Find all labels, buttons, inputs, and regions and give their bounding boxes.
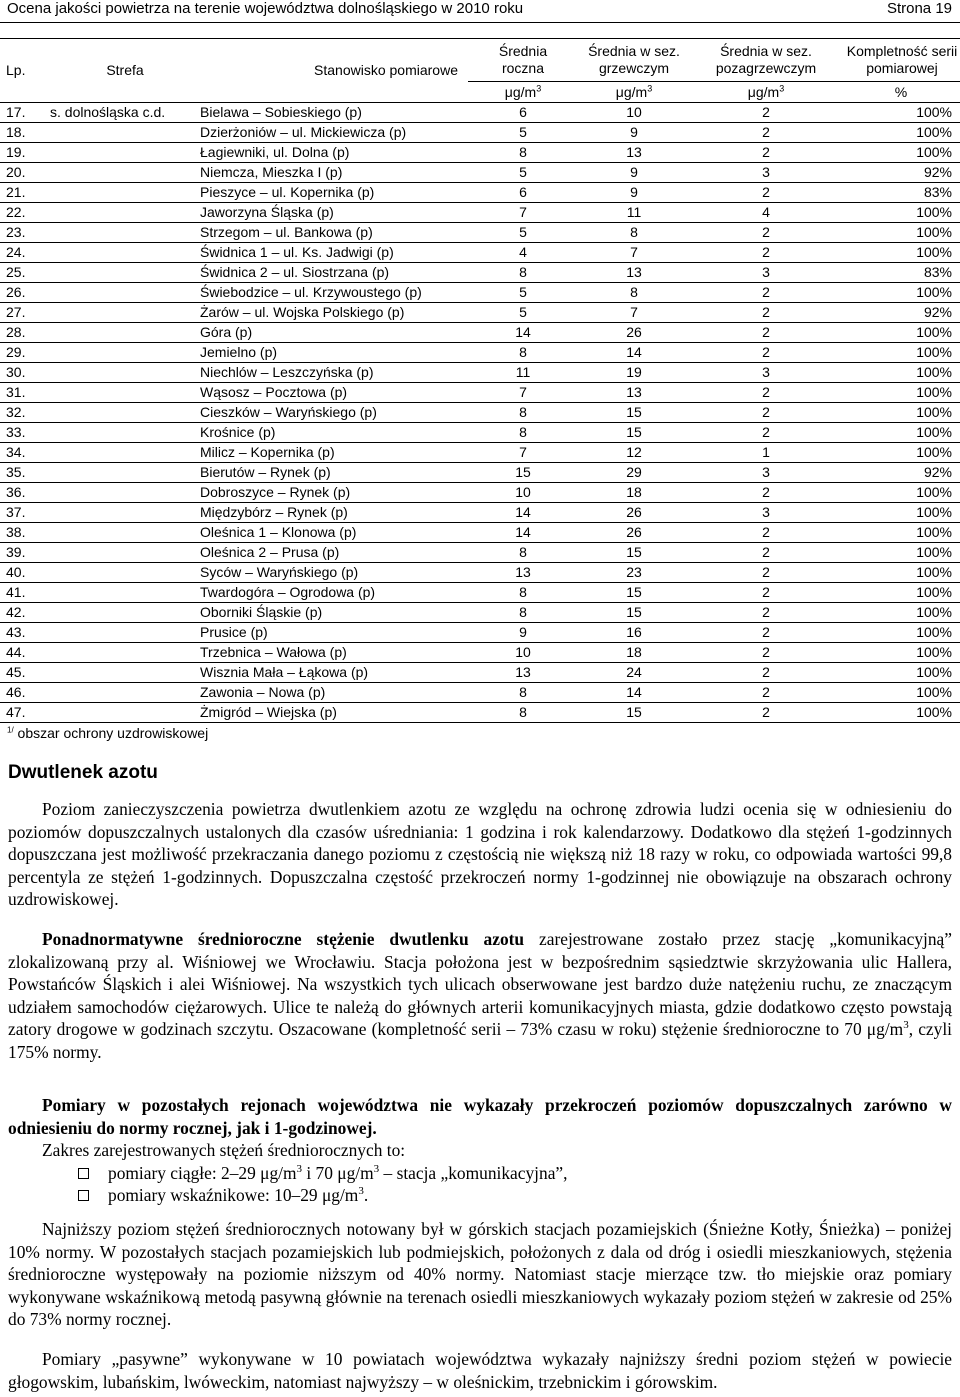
cell-lp: 38. — [0, 523, 50, 543]
cell-grzewczy: 18 — [578, 643, 690, 663]
section-title: Dwutlenek azotu — [8, 762, 158, 783]
body-paragraphs-3 — [8, 1094, 952, 1207]
cell-roczna: 14 — [468, 323, 578, 343]
cell-roczna: 8 — [468, 603, 578, 623]
cell-kompletnosc: 92% — [842, 303, 960, 323]
table-row — [0, 123, 960, 143]
cell-kompletnosc: 100% — [842, 663, 960, 683]
cell-pozagrzewczy: 1 — [690, 443, 842, 463]
cell-roczna: 15 — [468, 463, 578, 483]
cell-stanowisko: Krośnice (p) — [200, 423, 468, 443]
col-strefa-header: Strefa — [50, 39, 200, 103]
cell-stanowisko: Żmigród – Wiejska (p) — [200, 703, 468, 723]
table-row — [0, 563, 960, 583]
table-row — [0, 443, 960, 463]
cell-grzewczy: 14 — [578, 343, 690, 363]
cell-grzewczy: 7 — [578, 303, 690, 323]
cell-grzewczy: 15 — [578, 603, 690, 623]
list-item: pomiary ciągłe: 2–29 $\mu g/m^3$ i 70 $\mu g/m^3$ – stacja „komunikacyjna”, — [8, 1162, 952, 1185]
cell-grzewczy: 13 — [578, 143, 690, 163]
cell-grzewczy: 26 — [578, 323, 690, 343]
cell-roczna: 4 — [468, 243, 578, 263]
cell-kompletnosc: 100% — [842, 603, 960, 623]
cell-roczna: 13 — [468, 563, 578, 583]
cell-pozagrzewczy: 4 — [690, 203, 842, 223]
cell-pozagrzewczy: 2 — [690, 123, 842, 143]
cell-lp: 20. — [0, 163, 50, 183]
body-paragraphs-4 — [8, 1218, 952, 1331]
measurement-table — [0, 38, 960, 723]
cell-roczna: 11 — [468, 363, 578, 383]
unit-kompletnosc: % — [842, 82, 960, 103]
cell-pozagrzewczy: 3 — [690, 503, 842, 523]
cell-stanowisko: Wąsosz – Pocztowa (p) — [200, 383, 468, 403]
cell-grzewczy: 15 — [578, 703, 690, 723]
cell-lp: 37. — [0, 503, 50, 523]
cell-grzewczy: 13 — [578, 383, 690, 403]
cell-roczna: 8 — [468, 543, 578, 563]
cell-kompletnosc: 100% — [842, 243, 960, 263]
cell-grzewczy: 16 — [578, 623, 690, 643]
cell-pozagrzewczy: 2 — [690, 383, 842, 403]
cell-roczna: 5 — [468, 123, 578, 143]
cell-strefa — [50, 543, 200, 563]
table-row — [0, 223, 960, 243]
cell-pozagrzewczy: 3 — [690, 263, 842, 283]
cell-lp: 21. — [0, 183, 50, 203]
cell-strefa — [50, 263, 200, 283]
cell-roczna: 8 — [468, 703, 578, 723]
cell-stanowisko: Niechlów – Leszczyńska (p) — [200, 363, 468, 383]
table-row — [0, 363, 960, 383]
cell-kompletnosc: 100% — [842, 343, 960, 363]
table-row — [0, 263, 960, 283]
cell-pozagrzewczy: 2 — [690, 623, 842, 643]
cell-stanowisko: Strzegom – ul. Bankowa (p) — [200, 223, 468, 243]
cell-kompletnosc: 100% — [842, 623, 960, 643]
cell-lp: 17. — [0, 103, 50, 123]
cell-stanowisko: Świdnica 2 – ul. Siostrzana (p) — [200, 263, 468, 283]
cell-roczna: 8 — [468, 403, 578, 423]
cell-strefa — [50, 163, 200, 183]
cell-stanowisko: Dobroszyce – Rynek (p) — [200, 483, 468, 503]
unit-pozagrzewczy: $\mu g/m^3$ — [690, 82, 842, 103]
cell-stanowisko: Dzierżoniów – ul. Mickiewicza (p) — [200, 123, 468, 143]
cell-roczna: 9 — [468, 623, 578, 643]
cell-stanowisko: Łagiewniki, ul. Dolna (p) — [200, 143, 468, 163]
cell-lp: 40. — [0, 563, 50, 583]
table-row — [0, 543, 960, 563]
table-row — [0, 583, 960, 603]
cell-pozagrzewczy: 2 — [690, 543, 842, 563]
cell-pozagrzewczy: 2 — [690, 663, 842, 683]
table-row — [0, 683, 960, 703]
cell-strefa — [50, 703, 200, 723]
table-row — [0, 283, 960, 303]
cell-lp: 25. — [0, 263, 50, 283]
cell-roczna: 8 — [468, 343, 578, 363]
cell-pozagrzewczy: 2 — [690, 103, 842, 123]
cell-roczna: 8 — [468, 583, 578, 603]
cell-kompletnosc: 100% — [842, 443, 960, 463]
cell-lp: 44. — [0, 643, 50, 663]
table-row — [0, 483, 960, 503]
cell-stanowisko: Niemcza, Mieszka I (p) — [200, 163, 468, 183]
cell-pozagrzewczy: 2 — [690, 303, 842, 323]
cell-lp: 33. — [0, 423, 50, 443]
cell-lp: 28. — [0, 323, 50, 343]
cell-strefa — [50, 243, 200, 263]
cell-kompletnosc: 100% — [842, 503, 960, 523]
cell-strefa — [50, 563, 200, 583]
paragraph-1: Poziom zanieczyszczenia powietrza dwutlenkiem azotu ze względu na ochronę zdrowia ludzi ocenia się w odniesieniu do poziomów dopuszczalnych ustalonych dla czasów uśredniania: 1 godzina i rok kalendarzowy. Dodatkowo dla stężeń 1-godzinnych dopuszczana jest możliwość przekraczania danego poziomu z częstością nie większą niż 18 razy w roku, co odpowiada wartości 99,8 percentyla ze stężeń 1-godzinnych. Dopuszczalna częstość przekroczeń normy 1-godzinnej nie obowiązuje na obszarach ochrony uzdrowiskowej. — [8, 799, 952, 910]
cell-strefa — [50, 683, 200, 703]
cell-pozagrzewczy: 2 — [690, 683, 842, 703]
cell-stanowisko: Oborniki Śląskie (p) — [200, 603, 468, 623]
cell-grzewczy: 8 — [578, 223, 690, 243]
cell-strefa — [50, 603, 200, 623]
cell-stanowisko: Prusice (p) — [200, 623, 468, 643]
checkbox-bullet-icon — [78, 1190, 89, 1201]
cell-strefa: s. dolnośląska c.d. — [50, 103, 200, 123]
cell-grzewczy: 19 — [578, 363, 690, 383]
cell-strefa — [50, 363, 200, 383]
cell-kompletnosc: 100% — [842, 143, 960, 163]
cell-roczna: 14 — [468, 523, 578, 543]
table-row — [0, 203, 960, 223]
cell-pozagrzewczy: 3 — [690, 463, 842, 483]
cell-kompletnosc: 92% — [842, 463, 960, 483]
cell-kompletnosc: 100% — [842, 103, 960, 123]
cell-grzewczy: 15 — [578, 403, 690, 423]
col-kompletnosc-header: Kompletność serii pomiarowej — [842, 39, 960, 82]
cell-strefa — [50, 523, 200, 543]
cell-strefa — [50, 663, 200, 683]
cell-strefa — [50, 383, 200, 403]
cell-lp: 23. — [0, 223, 50, 243]
cell-roczna: 7 — [468, 383, 578, 403]
cell-grzewczy: 24 — [578, 663, 690, 683]
cell-strefa — [50, 283, 200, 303]
cell-lp: 47. — [0, 703, 50, 723]
cell-kompletnosc: 100% — [842, 423, 960, 443]
cell-strefa — [50, 343, 200, 363]
cell-pozagrzewczy: 2 — [690, 703, 842, 723]
body-paragraphs-5 — [8, 1348, 952, 1393]
table-row — [0, 303, 960, 323]
table-row — [0, 663, 960, 683]
cell-stanowisko: Trzebnica – Wałowa (p) — [200, 643, 468, 663]
cell-grzewczy: 9 — [578, 163, 690, 183]
cell-roczna: 8 — [468, 423, 578, 443]
cell-strefa — [50, 503, 200, 523]
cell-grzewczy: 8 — [578, 283, 690, 303]
cell-lp: 39. — [0, 543, 50, 563]
cell-pozagrzewczy: 2 — [690, 483, 842, 503]
cell-strefa — [50, 443, 200, 463]
cell-roczna: 8 — [468, 683, 578, 703]
cell-kompletnosc: 83% — [842, 263, 960, 283]
cell-pozagrzewczy: 2 — [690, 423, 842, 443]
page-header — [0, 0, 960, 23]
col-stanowisko-header: Stanowisko pomiarowe — [200, 39, 468, 103]
cell-kompletnosc: 83% — [842, 183, 960, 203]
page-number: Strona 19 — [886, 0, 952, 17]
cell-kompletnosc: 100% — [842, 383, 960, 403]
cell-grzewczy: 9 — [578, 183, 690, 203]
cell-pozagrzewczy: 2 — [690, 403, 842, 423]
table-row — [0, 623, 960, 643]
cell-grzewczy: 15 — [578, 543, 690, 563]
cell-stanowisko: Syców – Waryńskiego (p) — [200, 563, 468, 583]
cell-pozagrzewczy: 2 — [690, 323, 842, 343]
cell-strefa — [50, 623, 200, 643]
cell-grzewczy: 11 — [578, 203, 690, 223]
cell-roczna: 10 — [468, 643, 578, 663]
cell-pozagrzewczy: 2 — [690, 243, 842, 263]
list-item: pomiary wskaźnikowe: 10–29 $\mu g/m^3$. — [8, 1184, 952, 1207]
cell-roczna: 10 — [468, 483, 578, 503]
col-roczna-header: Średnia roczna — [468, 39, 578, 82]
cell-strefa — [50, 423, 200, 443]
cell-lp: 34. — [0, 443, 50, 463]
cell-lp: 26. — [0, 283, 50, 303]
unit-grzewczy: $\mu g/m^3$ — [578, 82, 690, 103]
paragraph-2: Ponadnormatywne średnioroczne stężenie dwutlenku azotu zarejestrowane zostało przez stację „komunikacyjną” zlokalizowaną przy al. Wiśniowej we Wrocławiu. Stacja położona jest w bezpośrednim sąsiedztwie skrzyżowania ulic Hallera, Powstańców Śląskich i alei Wiśniowej. Na wszystkich tych ulicach obserwowane jest bardzo duże natężeniu ruchu, ze znaczącym udziałem samochodów ciężarowych. Ulice te należą do głównych arterii komunikacyjnych miasta, gdzie dodatkowo często powstają zatory drogowe w godzinach szczytu. Oszacowane (kompletność serii – 73% czasu w roku) stężenie średnioroczne to 70 $\mu g/m^3$, czyli 175% normy. — [8, 929, 952, 1062]
col-grzewczy-header: Średnia w sez. grzewczym — [578, 39, 690, 82]
cell-roczna: 5 — [468, 303, 578, 323]
cell-roczna: 6 — [468, 103, 578, 123]
cell-strefa — [50, 303, 200, 323]
cell-stanowisko: Zawonia – Nowa (p) — [200, 683, 468, 703]
cell-kompletnosc: 100% — [842, 203, 960, 223]
cell-roczna: 14 — [468, 503, 578, 523]
cell-lp: 30. — [0, 363, 50, 383]
table-body — [0, 103, 960, 723]
cell-lp: 41. — [0, 583, 50, 603]
footnote: $^{1/}$ obszar ochrony uzdrowiskowej — [7, 725, 209, 741]
cell-strefa — [50, 223, 200, 243]
cell-roczna: 8 — [468, 143, 578, 163]
cell-grzewczy: 26 — [578, 523, 690, 543]
cell-pozagrzewczy: 2 — [690, 343, 842, 363]
cell-pozagrzewczy: 2 — [690, 283, 842, 303]
cell-kompletnosc: 92% — [842, 163, 960, 183]
cell-pozagrzewczy: 2 — [690, 143, 842, 163]
cell-stanowisko: Oleśnica 1 – Klonowa (p) — [200, 523, 468, 543]
cell-stanowisko: Wisznia Mała – Łąkowa (p) — [200, 663, 468, 683]
cell-lp: 46. — [0, 683, 50, 703]
cell-roczna: 7 — [468, 203, 578, 223]
cell-kompletnosc: 100% — [842, 123, 960, 143]
table-row — [0, 703, 960, 723]
cell-grzewczy: 18 — [578, 483, 690, 503]
cell-kompletnosc: 100% — [842, 223, 960, 243]
cell-lp: 36. — [0, 483, 50, 503]
cell-stanowisko: Jemielno (p) — [200, 343, 468, 363]
cell-grzewczy: 10 — [578, 103, 690, 123]
paragraph-3: Pomiary w pozostałych rejonach województwa nie wykazały przekroczeń poziomów dopuszczalnych zarówno w odniesieniu do normy rocznej, jak i 1-godzinowej. — [8, 1095, 952, 1138]
table-row — [0, 463, 960, 483]
cell-stanowisko: Cieszków – Waryńskiego (p) — [200, 403, 468, 423]
cell-stanowisko: Oleśnica 2 – Prusa (p) — [200, 543, 468, 563]
cell-kompletnosc: 100% — [842, 543, 960, 563]
cell-roczna: 5 — [468, 223, 578, 243]
cell-grzewczy: 23 — [578, 563, 690, 583]
cell-strefa — [50, 143, 200, 163]
table-row — [0, 523, 960, 543]
cell-strefa — [50, 463, 200, 483]
cell-roczna: 8 — [468, 263, 578, 283]
col-lp-header: Lp. — [0, 39, 50, 103]
cell-pozagrzewczy: 2 — [690, 523, 842, 543]
range-list — [8, 1162, 952, 1207]
cell-kompletnosc: 100% — [842, 323, 960, 343]
cell-kompletnosc: 100% — [842, 643, 960, 663]
cell-kompletnosc: 100% — [842, 283, 960, 303]
cell-stanowisko: Góra (p) — [200, 323, 468, 343]
cell-grzewczy: 15 — [578, 583, 690, 603]
cell-lp: 18. — [0, 123, 50, 143]
cell-lp: 45. — [0, 663, 50, 683]
cell-grzewczy: 14 — [578, 683, 690, 703]
paragraph-4: Zakres zarejestrowanych stężeń średniorocznych to: — [42, 1140, 406, 1161]
table-row — [0, 403, 960, 423]
cell-lp: 31. — [0, 383, 50, 403]
table-row — [0, 143, 960, 163]
body-paragraphs-2 — [8, 928, 952, 1064]
cell-lp: 43. — [0, 623, 50, 643]
cell-grzewczy: 15 — [578, 423, 690, 443]
cell-stanowisko: Świebodzice – ul. Krzywoustego (p) — [200, 283, 468, 303]
unit-roczna: $\mu g/m^3$ — [468, 82, 578, 103]
cell-stanowisko: Twardogóra – Ogrodowa (p) — [200, 583, 468, 603]
cell-grzewczy: 7 — [578, 243, 690, 263]
table-row — [0, 643, 960, 663]
checkbox-bullet-icon — [78, 1168, 89, 1179]
cell-stanowisko: Bielawa – Sobieskiego (p) — [200, 103, 468, 123]
cell-lp: 22. — [0, 203, 50, 223]
cell-grzewczy: 26 — [578, 503, 690, 523]
cell-strefa — [50, 203, 200, 223]
cell-pozagrzewczy: 2 — [690, 643, 842, 663]
cell-pozagrzewczy: 2 — [690, 603, 842, 623]
cell-kompletnosc: 100% — [842, 563, 960, 583]
cell-strefa — [50, 183, 200, 203]
table-row — [0, 323, 960, 343]
cell-grzewczy: 9 — [578, 123, 690, 143]
table-row — [0, 383, 960, 403]
cell-lp: 29. — [0, 343, 50, 363]
cell-lp: 27. — [0, 303, 50, 323]
cell-strefa — [50, 403, 200, 423]
body-paragraphs — [8, 798, 952, 911]
cell-roczna: 5 — [468, 283, 578, 303]
cell-strefa — [50, 643, 200, 663]
cell-roczna: 7 — [468, 443, 578, 463]
cell-pozagrzewczy: 3 — [690, 163, 842, 183]
col-pozagrzewczy-header: Średnia w sez. pozagrzewczym — [690, 39, 842, 82]
cell-pozagrzewczy: 3 — [690, 363, 842, 383]
cell-kompletnosc: 100% — [842, 683, 960, 703]
table-row — [0, 503, 960, 523]
cell-kompletnosc: 100% — [842, 523, 960, 543]
cell-grzewczy: 13 — [578, 263, 690, 283]
cell-roczna: 6 — [468, 183, 578, 203]
paragraph-6: Pomiary „pasywne” wykonywane w 10 powiatach województwa wykazały najniższy średni poziom stężeń w powiecie głogowskim, lubańskim, lwóweckim, natomiast najwyższy – w oleśnickim, trzebnickim i górowskim. — [8, 1349, 952, 1392]
table-row — [0, 243, 960, 263]
cell-lp: 24. — [0, 243, 50, 263]
cell-lp: 42. — [0, 603, 50, 623]
cell-stanowisko: Milicz – Kopernika (p) — [200, 443, 468, 463]
table-row — [0, 343, 960, 363]
cell-stanowisko: Świdnica 1 – ul. Ks. Jadwigi (p) — [200, 243, 468, 263]
cell-strefa — [50, 583, 200, 603]
cell-strefa — [50, 123, 200, 143]
cell-kompletnosc: 100% — [842, 703, 960, 723]
cell-grzewczy: 12 — [578, 443, 690, 463]
table-row — [0, 183, 960, 203]
table-row — [0, 603, 960, 623]
document-title: Ocena jakości powietrza na terenie województwa dolnośląskiego w 2010 roku — [7, 0, 524, 17]
cell-roczna: 5 — [468, 163, 578, 183]
table-row — [0, 163, 960, 183]
cell-strefa — [50, 483, 200, 503]
cell-kompletnosc: 100% — [842, 403, 960, 423]
cell-roczna: 13 — [468, 663, 578, 683]
cell-strefa — [50, 323, 200, 343]
cell-stanowisko: Pieszyce – ul. Kopernika (p) — [200, 183, 468, 203]
cell-stanowisko: Międzybórz – Rynek (p) — [200, 503, 468, 523]
table-row — [0, 423, 960, 443]
paragraph-5: Najniższy poziom stężeń średniorocznych notowany był w górskich stacjach pozamiejskich (Śnieżne Kotły, Śnieżka) – poniżej 10% normy. W pozostałych stacjach pozamiejskich lub podmiejskich, położonych z dala od dróg i osiedli mieszkaniowych, stężenia średnioroczne występowały na poziomie niższym od 40% normy. Natomiast stacje mierzące tzw. tło miejskie oraz pomiary wykonywane wskaźnikową metodą pasywną głównie na terenach osiedli mieszkaniowych wykazały poziom stężeń w zakresie od 25% do 73% normy rocznej. — [8, 1219, 952, 1330]
cell-lp: 19. — [0, 143, 50, 163]
cell-lp: 35. — [0, 463, 50, 483]
cell-kompletnosc: 100% — [842, 583, 960, 603]
cell-pozagrzewczy: 2 — [690, 223, 842, 243]
table-row — [0, 103, 960, 123]
cell-pozagrzewczy: 2 — [690, 183, 842, 203]
cell-stanowisko: Żarów – ul. Wojska Polskiego (p) — [200, 303, 468, 323]
cell-pozagrzewczy: 2 — [690, 563, 842, 583]
cell-kompletnosc: 100% — [842, 483, 960, 503]
cell-lp: 32. — [0, 403, 50, 423]
cell-kompletnosc: 100% — [842, 363, 960, 383]
cell-stanowisko: Bierutów – Rynek (p) — [200, 463, 468, 483]
cell-grzewczy: 29 — [578, 463, 690, 483]
cell-stanowisko: Jaworzyna Śląska (p) — [200, 203, 468, 223]
cell-pozagrzewczy: 2 — [690, 583, 842, 603]
